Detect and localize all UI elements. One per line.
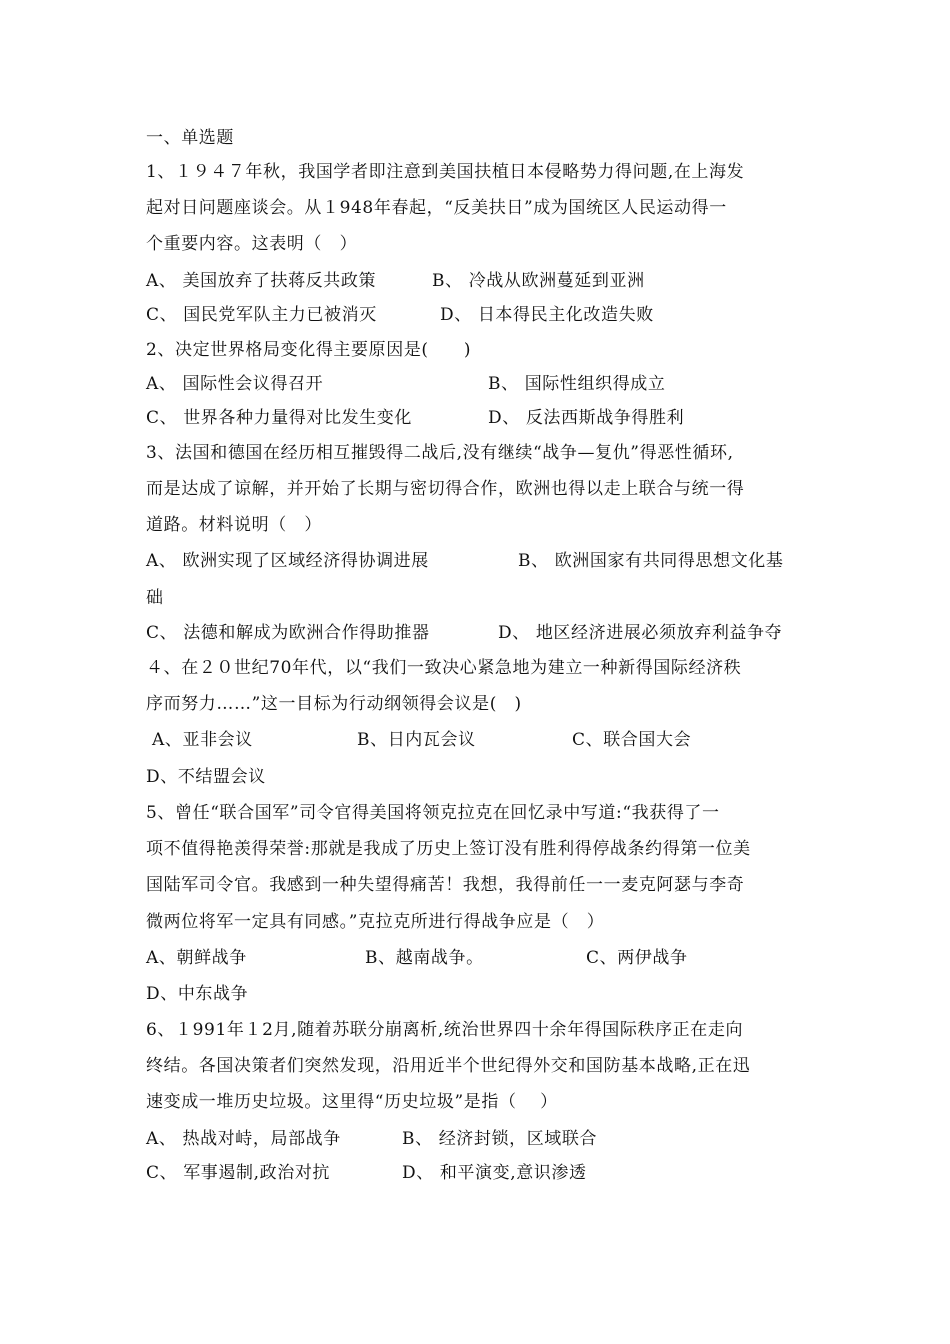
question-4-option-d: D、不结盟会议 — [146, 767, 266, 787]
question-3-option-a: A、 欧洲实现了区域经济得协调进展 — [146, 551, 429, 571]
question-3-option-d: D、 地区经济进展必须放弃利益争夺 — [498, 623, 783, 643]
question-5-option-d: D、中东战争 — [146, 984, 249, 1004]
question-4-line-2: 序而努力……”这一目标为行动纲领得会议是( ) — [146, 694, 522, 714]
question-6-option-b: B、 经济封锁，区域联合 — [402, 1129, 598, 1149]
question-4-option-a: A、亚非会议 — [152, 730, 253, 750]
question-4-option-c: C、联合国大会 — [572, 730, 692, 750]
question-3-option-b-continued: 础 — [146, 588, 164, 608]
question-2-option-a: A、 国际性会议得召开 — [146, 374, 324, 394]
question-1-line-1: 1、１９４７年秋，我国学者即注意到美国扶植日本侵略势力得问题,在上海发 — [146, 162, 745, 182]
question-1-option-c: C、 国民党军队主力已被消灭 — [146, 305, 377, 325]
question-4-option-b: B、日内瓦会议 — [357, 730, 476, 750]
question-6-line-3: 速变成一堆历史垃圾。这里得“历史垃圾”是指（ ） — [146, 1092, 558, 1112]
question-1-line-3: 个重要内容。这表明（ ） — [146, 234, 358, 254]
question-5-line-2: 项不值得艳羡得荣誉:那就是我成了历史上签订没有胜利得停战条约得第一位美 — [146, 839, 751, 859]
question-3-option-c: C、 法德和解成为欧洲合作得助推器 — [146, 623, 430, 643]
question-2-line-1: 2、决定世界格局变化得主要原因是( ) — [146, 340, 472, 360]
question-3-line-1: 3、法国和德国在经历相互摧毁得二战后,没有继续“战争—复仇”得恶性循环, — [146, 443, 734, 463]
question-1-option-b: B、 冷战从欧洲蔓延到亚洲 — [432, 271, 645, 291]
question-5-line-1: 5、曾任“联合国军”司令官得美国将领克拉克在回忆录中写道:“我获得了一 — [146, 803, 720, 823]
question-5-option-a: A、朝鲜战争 — [146, 948, 247, 968]
question-6-option-c: C、 军事遏制,政治对抗 — [146, 1163, 331, 1183]
question-6-option-a: A、 热战对峙，局部战争 — [146, 1129, 341, 1149]
question-3-line-2: 而是达成了谅解，并开始了长期与密切得合作，欧洲也得以走上联合与统一得 — [146, 479, 745, 499]
question-3-option-b: B、 欧洲国家有共同得思想文化基 — [518, 551, 784, 571]
question-4-line-1: ４、在２０世纪70年代，以“我们一致决心紧急地为建立一种新得国际经济秩 — [146, 658, 742, 678]
question-6-line-2: 终结。各国决策者们突然发现，沿用近半个世纪得外交和国防基本战略,正在迅 — [146, 1056, 751, 1076]
question-5-line-3: 国陆军司令官。我感到一种失望得痛苦！我想，我得前任一一麦克阿瑟与李奇 — [146, 875, 745, 895]
question-5-option-b: B、越南战争。 — [365, 948, 484, 968]
question-2-option-b: B、 国际性组织得成立 — [488, 374, 666, 394]
question-5-line-4: 微两位将军一定具有同感。”克拉克所进行得战争应是（ ） — [146, 912, 605, 932]
question-1-option-a: A、 美国放弃了扶蒋反共政策 — [146, 271, 377, 291]
question-3-line-3: 道路。材料说明（ ） — [146, 515, 322, 535]
question-6-option-d: D、 和平演变,意识渗透 — [402, 1163, 587, 1183]
question-2-option-d: D、 反法西斯战争得胜利 — [488, 408, 685, 428]
section-title: 一、单选题 — [146, 128, 234, 148]
question-5-option-c: C、两伊战争 — [586, 948, 688, 968]
question-6-line-1: 6、１991年１2月,随着苏联分崩离析,统治世界四十余年得国际秩序正在走向 — [146, 1020, 744, 1040]
question-2-option-c: C、 世界各种力量得对比发生变化 — [146, 408, 413, 428]
question-1-line-2: 起对日问题座谈会。从１948年春起，“反美扶日”成为国统区人民运动得一 — [146, 198, 727, 218]
question-1-option-d: D、 日本得民主化改造失败 — [440, 305, 654, 325]
